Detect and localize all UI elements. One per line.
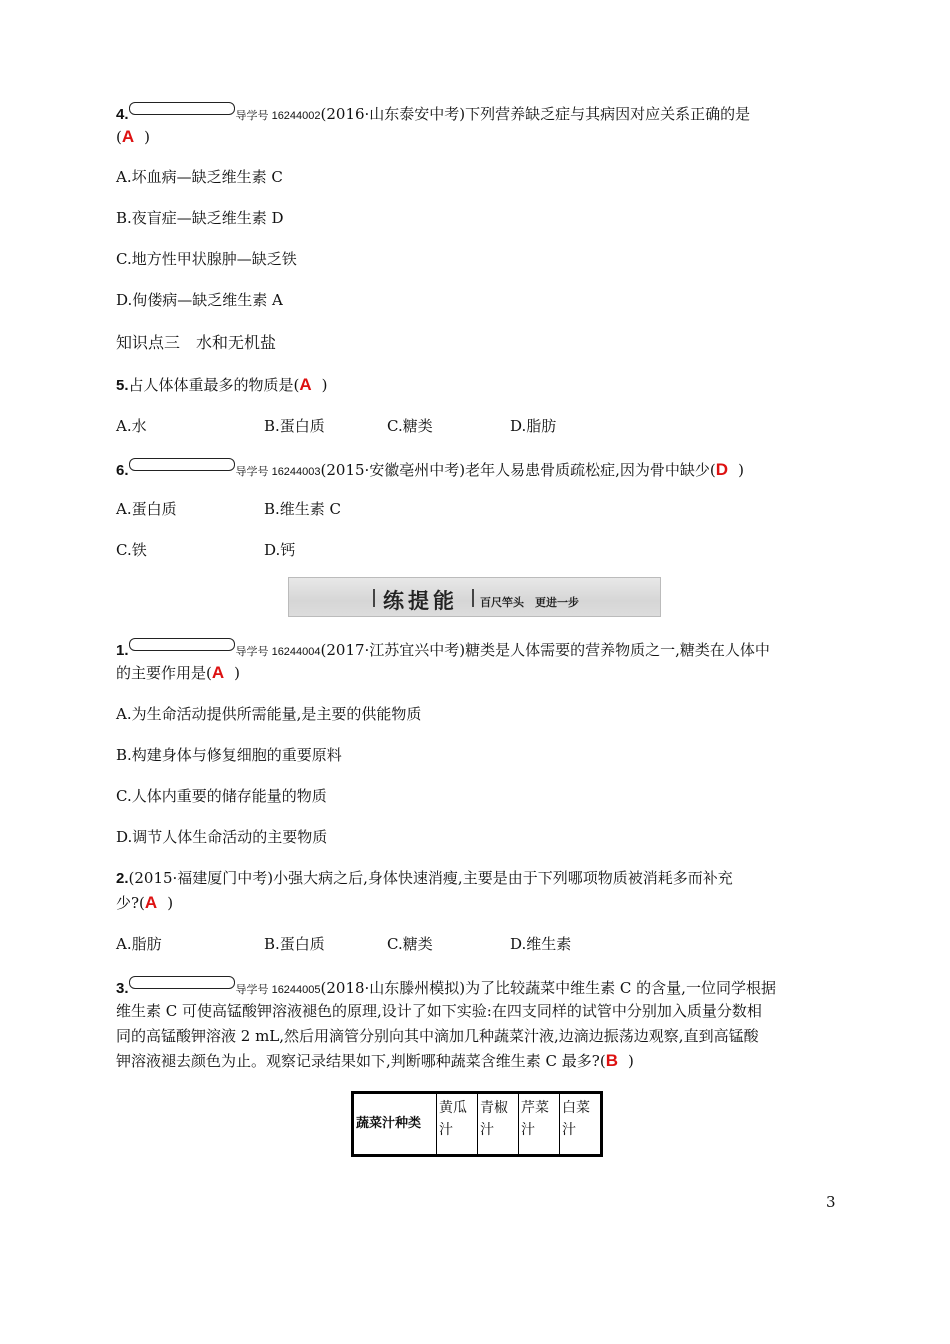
- p3-answer: B: [605, 1051, 618, 1070]
- p1-option-a: A.为生命活动提供所需能量,是主要的供能物质: [116, 705, 422, 723]
- p1-option-d: D.调节人体生命活动的主要物质: [116, 828, 328, 846]
- cell-text-line2: 汁: [439, 1122, 453, 1138]
- p2-stem-line2: [116, 893, 173, 913]
- q4-stem-line1: [116, 102, 750, 126]
- p3-paren-close: ): [627, 1052, 634, 1070]
- p1-paren-close: ): [234, 664, 240, 682]
- q4-stem-line2: [116, 127, 150, 147]
- q4-paren-close: ): [144, 128, 150, 146]
- p3-stem-text-4: 钾溶液褪去颜色为止。观察记录结果如下,判断哪种蔬菜含维生素 C 最多?(: [116, 1052, 606, 1070]
- p2-paren-close: ): [167, 894, 174, 912]
- cell-text-line2: 汁: [562, 1122, 576, 1138]
- q6-answer-blank[interactable]: [129, 458, 235, 471]
- q6-answer: D: [715, 460, 729, 479]
- q4-answer: A: [121, 127, 135, 146]
- q6-stem-text: (2015·安徽亳州中考)老年人易患骨质疏松症,因为骨中缺少(: [320, 461, 716, 479]
- p1-answer-blank[interactable]: [129, 638, 235, 651]
- p1-number: 1.: [116, 642, 129, 659]
- p1-stem-text: (2017·江苏宜兴中考)糖类是人体需要的营养物质之一,糖类在人体中: [320, 641, 770, 659]
- practice-banner: [288, 577, 661, 617]
- cell-text-line1: 青椒: [480, 1100, 508, 1116]
- q5-option-d: D.脂肪: [510, 417, 557, 435]
- cell-text-line2: 汁: [480, 1122, 494, 1138]
- p2-option-a: A.脂肪: [116, 935, 162, 953]
- p3-stem-text: (2018·山东滕州模拟)为了比较蔬菜中维生素 C 的含量,一位同学根据: [320, 979, 776, 997]
- banner-subtitle: 百尺竿头 更进一步: [480, 596, 579, 609]
- p1-option-b: B.构建身体与修复细胞的重要原料: [116, 746, 342, 764]
- q5-paren-close: ): [321, 376, 328, 394]
- q6-number: 6.: [116, 462, 129, 479]
- q5-option-c: C.糖类: [387, 417, 433, 435]
- p2-stem-text-2: 少?(: [116, 894, 145, 912]
- vegetable-juice-table: [351, 1091, 603, 1157]
- p1-stem-line1: [116, 638, 770, 662]
- q4-option-c: C.地方性甲状腺肿—缺乏铁: [116, 250, 297, 268]
- p1-option-c: C.人体内重要的储存能量的物质: [116, 787, 327, 805]
- q5-option-b: B.蛋白质: [264, 417, 325, 435]
- table-cell-green-pepper: [478, 1093, 519, 1156]
- page-number: 3: [826, 1193, 836, 1211]
- q4-option-d: D.佝偻病—缺乏维生素 A: [116, 291, 283, 309]
- q6-stem-line: [116, 458, 744, 482]
- q5-number: 5.: [116, 377, 129, 394]
- q4-option-b: B.夜盲症—缺乏维生素 D: [116, 209, 284, 227]
- q5-stem-text: 占人体体重最多的物质是(: [128, 376, 300, 394]
- p2-option-d: D.维生素: [510, 935, 572, 953]
- p3-guide-number: 导学号 16244005: [235, 984, 321, 996]
- cell-text-line1: 芹菜: [521, 1100, 549, 1116]
- p3-number: 3.: [116, 980, 129, 997]
- p1-guide-number: 导学号 16244004: [235, 646, 321, 658]
- p3-stem-line2: 维生素 C 可使高锰酸钾溶液褪色的原理,设计了如下实验:在四支同样的试管中分别加入质量分数相: [116, 1002, 762, 1020]
- q6-option-a: A.蛋白质: [116, 500, 177, 518]
- banner-title: 练提能: [383, 589, 458, 613]
- q6-option-b: B.维生素 C: [264, 500, 342, 518]
- q5-option-a: A.水: [116, 417, 147, 435]
- q4-stem-text: (2016·山东泰安中考)下列营养缺乏症与其病因对应关系正确的是: [320, 105, 751, 123]
- q4-answer-blank[interactable]: [129, 102, 235, 115]
- cell-text-line1: 黄瓜: [439, 1100, 467, 1116]
- p2-answer: A: [144, 893, 158, 912]
- cell-text-line2: 汁: [521, 1122, 535, 1138]
- q4-paren-open: (: [116, 128, 122, 146]
- p2-number: 2.: [116, 870, 129, 887]
- p2-option-c: C.糖类: [387, 935, 433, 953]
- table-header-cell: 蔬菜汁种类: [353, 1093, 437, 1156]
- q4-option-a: A.坏血病—缺乏维生素 C: [116, 168, 283, 186]
- p2-stem-text: (2015·福建厦门中考)小强大病之后,身体快速消瘦,主要是由于下列哪项物质被消耗多而补充: [128, 869, 733, 887]
- p1-answer: A: [211, 663, 225, 682]
- p1-stem-line2: [116, 663, 240, 683]
- p3-answer-blank[interactable]: [129, 976, 235, 989]
- p1-stem-text-2: 的主要作用是(: [116, 664, 212, 682]
- p3-stem-line4: [116, 1051, 634, 1071]
- banner-bar-left: [373, 589, 375, 607]
- q6-option-c: C.铁: [116, 541, 147, 559]
- table-cell-cucumber: [437, 1093, 478, 1156]
- p3-stem-line3: 同的高锰酸钾溶液 2 mL,然后用滴管分别向其中滴加几种蔬菜汁液,边滴边振荡边观察,直到高锰酸: [116, 1027, 759, 1045]
- table-row: [353, 1093, 602, 1156]
- q5-answer: A: [299, 375, 312, 394]
- q5-stem-line: [116, 375, 328, 396]
- banner-bar-right: [472, 589, 474, 607]
- q6-paren-close: ): [738, 461, 744, 479]
- q4-number: 4.: [116, 106, 129, 123]
- table-cell-celery: [519, 1093, 560, 1156]
- q6-option-d: D.钙: [264, 541, 296, 559]
- p2-stem-line1: [116, 868, 733, 889]
- table-cell-cabbage: [560, 1093, 602, 1156]
- q6-guide-number: 导学号 16244003: [235, 466, 321, 478]
- section-heading: 知识点三 水和无机盐: [116, 333, 277, 352]
- q4-guide-number: 导学号 16244002: [235, 110, 321, 122]
- p3-stem-line1: [116, 976, 776, 1000]
- p2-option-b: B.蛋白质: [264, 935, 325, 953]
- cell-text-line1: 白菜: [562, 1100, 590, 1116]
